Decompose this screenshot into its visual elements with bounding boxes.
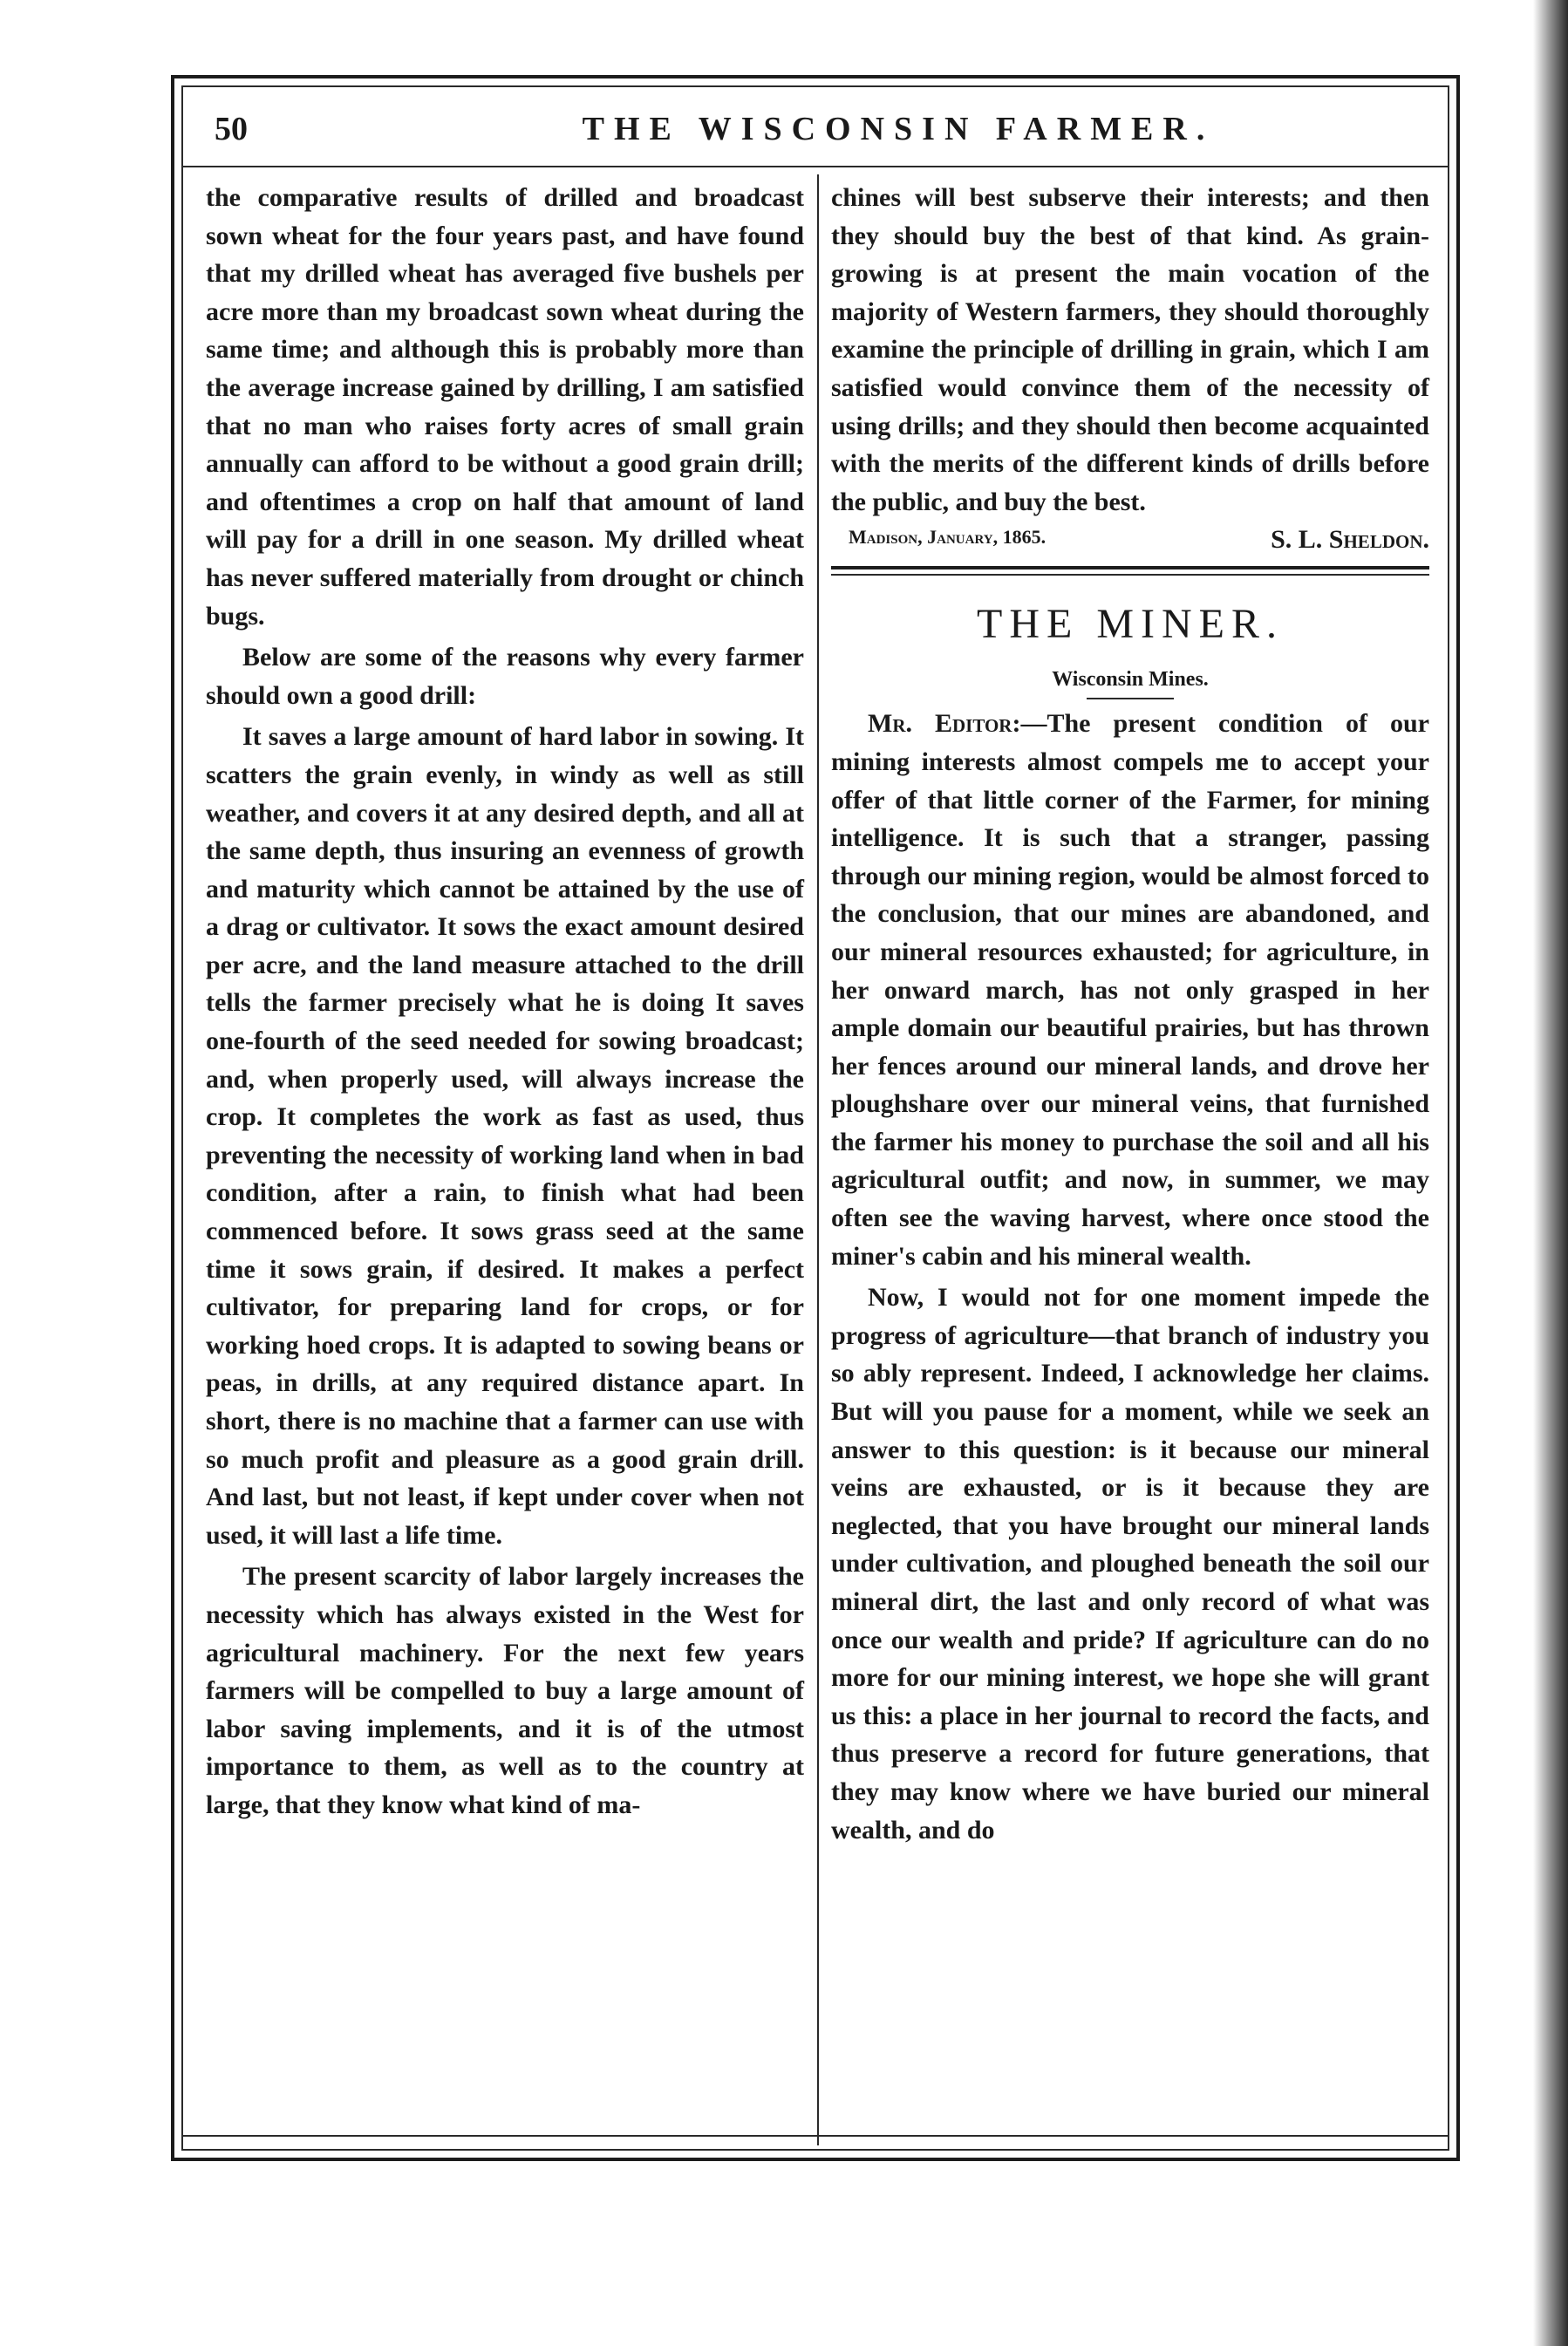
section-divider [831, 566, 1429, 569]
section-divider-thin [831, 574, 1429, 576]
column-divider [817, 174, 819, 2145]
header-rule [183, 166, 1448, 167]
right-column [831, 179, 1429, 1849]
dateline: Madison, January, 1865. [849, 526, 1046, 549]
page-number: 50 [215, 111, 248, 147]
article-paragraph: Below are some of the reasons why every farmer should own a good drill: [206, 643, 804, 710]
paragraph-body: —The present condition of our mining interests almost compels me to accept your offer of that little corner of the Farmer, for mining intelligence. It is such that a stranger, passing through our mining region, would be almost forced to the conclusion, that our mines are abandoned, and our mineral resources exhausted; for agriculture, in her onward march, has not only grasped in her ample domain our beautiful prairies, but has thrown her fences around our mineral lands, and drove her ploughshare over our mineral veins, that furnished the farmer his money to purchase the soil and all his agricultural outfit; and now, in summer, we may often see the waving harvest, where once stood the miner's cabin and his mineral wealth. [831, 709, 1429, 1271]
subtitle-rule [1087, 698, 1174, 699]
article-continuation: chines will best subserve their interests; and then they should buy the best of that kind. As grain-growing is at present the main vocation of the majority of Western farmers, they should thoroughly examine the principle of drilling in grain, which I am satisfied would convince them of the necessity of using drills; and they should then become acquainted with the merits of the different kinds of drills before the public, and buy the best. [831, 183, 1429, 516]
article-paragraph: It saves a large amount of hard labor in sowing. It scatters the grain evenly, in windy as well as still weather, and covers it at any desired depth, and all at the same depth, thus insuring an evenness of growth and maturity which cannot be attained by the use of a drag or cultivator. It sows the exact amount desired per acre, and the land measure attached to the drill tells the farmer precisely what he is doing It saves one-fourth of the seed needed for sowing broadcast; and, when properly used, will always increase the crop. It completes the work as fast as used, thus preventing the necessity of working land when in bad condition, after a rain, to finish what had been commenced before. It sows grass seed at the same time it sows grain, if desired. It makes a perfect cultivator, for preparing land for crops, or for working hoed crops. It is adapted to sowing beans or peas, in drills, at any required distance apart. In short, there is no machine that a farmer can use with so much profit and pleasure as a good grain drill. And last, but not least, if kept under cover when not used, it will last a life time. [206, 722, 804, 1550]
page-header [201, 103, 1430, 155]
left-column [206, 179, 804, 1824]
salutation: Mr. Editor: [868, 709, 1021, 739]
section-subtitle: Wisconsin Mines. [1052, 668, 1209, 692]
section-title: THE MINER. [977, 601, 1284, 648]
article-paragraph: Now, I would not for one moment impede the progress of agriculture—that branch of industry you so ably represent. Indeed, I acknowledge her claims. But will you pause for a moment, while we seek an answer to this question: is it because our mineral veins are exhausted, or is it because they are neglected, that you have brought our mineral lands under cultivation, and ploughed beneath the soil our mineral dirt, the last and only record of what was once our wealth and pride? If agriculture can do no more for our mining interest, we hope she will grant us this: a place in her journal to record the facts, and thus preserve a record for future generations, that they may know where we have buried our mineral wealth, and do [831, 1283, 1429, 1845]
article-paragraph [831, 705, 1429, 1275]
binding-shadow [1533, 0, 1568, 2346]
author-signature: S. L. Sheldon. [1271, 525, 1429, 555]
bottom-rule [181, 2135, 1449, 2137]
article-paragraph: the comparative results of drilled and broadcast sown wheat for the four years past, and have found that my drilled wheat has averaged five bushels per acre more than my broadcast sown wheat during the same time; and although this is probably more than the average increase gained by drilling, I am satisfied that no man who raises forty acres of small grain annually can afford to be without a good grain drill; and oftentimes a crop on half that amount of land will pay for a drill in one season. My drilled wheat has never suffered materially from drought or chinch bugs. [206, 183, 804, 631]
article-paragraph: The present scarcity of labor largely increases the necessity which has always existed in the West for agricultural machinery. For the next few years farmers will be compelled to buy a large amount of labor saving implements, and it is of the utmost importance to them, as well as to the country at large, that they know what kind of ma- [206, 1562, 804, 1819]
running-title: THE WISCONSIN FARMER. [582, 111, 1215, 147]
